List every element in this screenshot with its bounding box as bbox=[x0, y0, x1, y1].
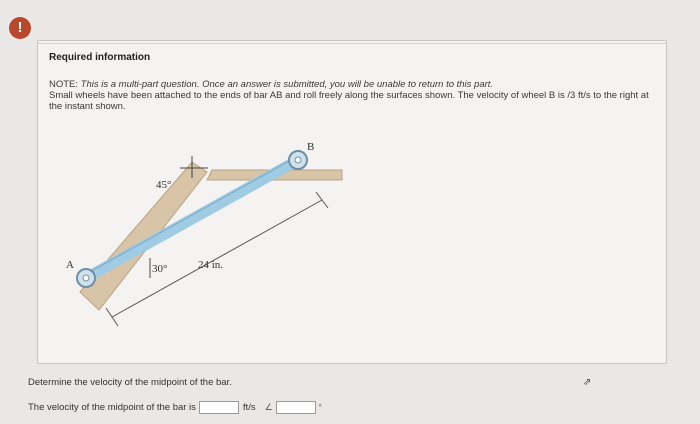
length-tick-left bbox=[106, 308, 118, 326]
answer-prefix: The velocity of the midpoint of the bar is bbox=[28, 401, 196, 413]
wheel-a-hub bbox=[83, 275, 89, 281]
note-prefix: NOTE: bbox=[49, 79, 81, 90]
answer-row bbox=[28, 400, 322, 414]
length-label: 24 in. bbox=[198, 259, 224, 271]
question-text: Determine the velocity of the midpoint of the bar. bbox=[28, 377, 232, 388]
required-info-title: Required information bbox=[49, 52, 151, 63]
angle-input[interactable] bbox=[276, 401, 316, 414]
card-divider bbox=[38, 43, 666, 44]
mouse-cursor-icon: ⇗ bbox=[583, 377, 592, 388]
angle-45-label: 45° bbox=[156, 179, 172, 191]
bar-wheel-figure bbox=[62, 142, 352, 327]
lower-surface bbox=[80, 162, 207, 310]
degree-symbol: ° bbox=[318, 402, 322, 412]
wheel-b-hub bbox=[295, 157, 301, 163]
length-tick-right bbox=[316, 192, 328, 208]
unit-label: ft/s bbox=[242, 401, 256, 413]
magnitude-input[interactable] bbox=[199, 401, 239, 414]
note-italic: This is a multi-part question. Once an answer is submitted, you will be unable to return to this part. bbox=[80, 79, 494, 90]
alert-icon: ! bbox=[9, 17, 31, 39]
problem-statement: Small wheels have been attached to the ends of bar AB and roll freely along the surfaces shown. The velocity of wheel B is /3 ft/s to the right at the instant shown. bbox=[49, 90, 649, 112]
angle-30-label: 30° bbox=[152, 263, 168, 275]
label-b: B bbox=[307, 142, 315, 153]
figure-svg bbox=[62, 142, 352, 327]
note-text bbox=[49, 79, 664, 112]
label-a: A bbox=[66, 259, 74, 271]
angle-sign: ∠ bbox=[264, 401, 273, 412]
